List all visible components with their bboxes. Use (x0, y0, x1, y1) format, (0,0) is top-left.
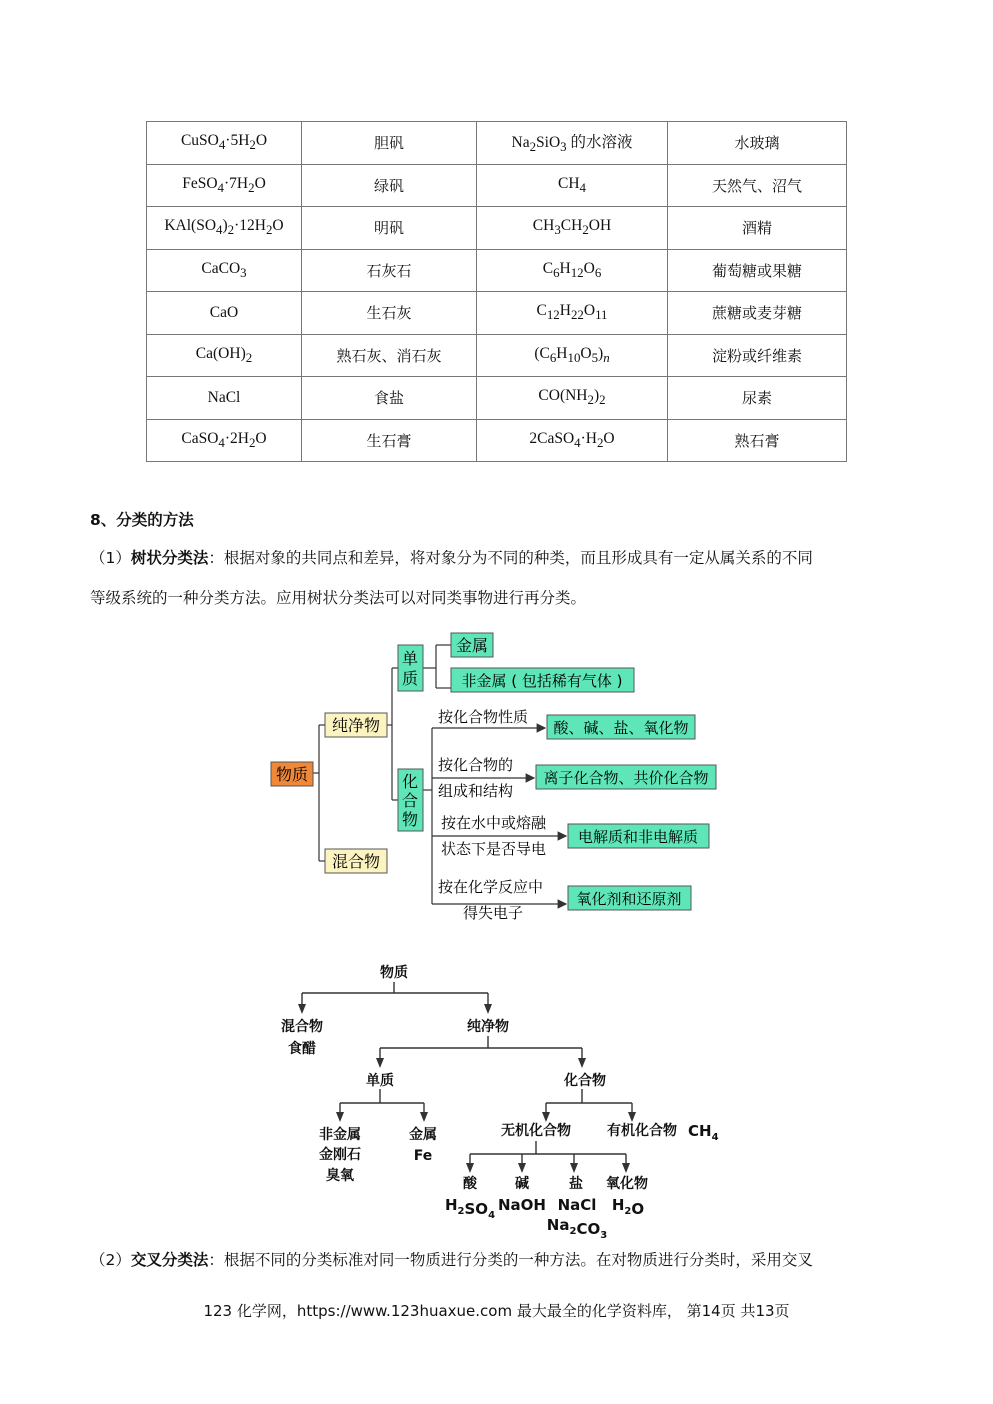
common-name-cell: 酒精 (668, 207, 847, 250)
p2-text: ：根据不同的分类标准对同一物质进行分类的一种方法。在对物质进行分类时，采用交叉 (208, 1251, 813, 1269)
common-name-cell: 胆矾 (302, 122, 477, 165)
page-footer: 123 化学网，https://www.123huaxue.com 最大最全的化学资料库， 第14页 共13页 (203, 1302, 790, 1320)
d2-nonmetal-example-2: 臭氧 (326, 1168, 354, 1184)
common-name-cell: 生石膏 (302, 419, 477, 462)
common-name-cell: 熟石灰、消石灰 (302, 334, 477, 377)
nonmetal-label: 非金属 ( 包括稀有气体 ) (461, 672, 623, 690)
formula-cell: $CuSO_4\cdot 5H_2O$ (147, 122, 302, 165)
criterion-1: 按化合物性质 (438, 708, 529, 726)
d2-mixture-example: 食醋 (288, 1041, 316, 1057)
d2-root: 物质 (380, 965, 408, 981)
d2-acid: 酸 (463, 1176, 477, 1192)
criterion-3b: 状态下是否导电 (441, 840, 547, 858)
d2-mixture: 混合物 (281, 1019, 323, 1035)
d2-organic-example: $CH_4$ (688, 1122, 719, 1143)
pure-label: 纯净物 (331, 716, 381, 735)
common-name-cell: 水玻璃 (668, 122, 847, 165)
paragraph-1-line-1 (90, 548, 910, 568)
table-row (147, 122, 847, 165)
common-name-cell: 葡萄糖或果糖 (668, 249, 847, 292)
p1-bold-term: 树状分类法 (130, 549, 209, 567)
d2-organic: 有机化合物 (607, 1123, 677, 1139)
table-row (147, 292, 847, 335)
table-row (147, 249, 847, 292)
formula-cell: $CaSO_4\cdot 2H_2O$ (147, 419, 302, 462)
paragraph-1-line-2: 等级系统的一种分类方法。应用树状分类法可以对同类事物进行再分类。 (90, 589, 587, 607)
formula-cell: $CH_4$ (477, 164, 668, 207)
d2-inorganic: 无机化合物 (501, 1123, 571, 1139)
common-name-cell: 蔗糖或麦芽糖 (668, 292, 847, 335)
compound-char-1: 化 (401, 772, 419, 791)
substance-classification-tree (270, 955, 730, 1240)
common-name-cell: 淀粉或纤维素 (668, 334, 847, 377)
section-heading: 8、分类的方法 (90, 511, 194, 529)
compound-char-3: 物 (401, 810, 419, 829)
d2-acid-example: $H_2SO_4$ (444, 1196, 496, 1221)
d2-metal: 金属 (409, 1127, 437, 1143)
formula-cell: $C_{12}H_{22}O_{11}$ (477, 292, 668, 335)
d2-oxide-example: $H_2O$ (611, 1196, 645, 1218)
d2-base-example: NaOH (498, 1196, 546, 1214)
formula-cell: $FeSO_4\cdot 7H_2O$ (147, 164, 302, 207)
compound-char-2: 合 (401, 791, 419, 810)
d2-oxide: 氧化物 (606, 1176, 648, 1192)
table-row (147, 334, 847, 377)
result-2: 离子化合物、共价化合物 (543, 769, 709, 787)
formula-cell: $(C_6H_{10}O_5)_n$ (477, 334, 668, 377)
criterion-2a: 按化合物的 (438, 756, 514, 774)
formula-cell: $C_6H_{12}O_6$ (477, 249, 668, 292)
common-name-cell: 绿矾 (302, 164, 477, 207)
formula-cell: $KAl(SO_4)_2\cdot 12H_2O$ (147, 207, 302, 250)
table-row (147, 377, 847, 420)
formula-cell: $Na_2SiO_3$ 的水溶液 (477, 122, 668, 165)
result-1: 酸、碱、盐、氧化物 (553, 719, 689, 737)
formula-cell: NaCl (147, 377, 302, 420)
d2-salt-example-2: $Na_2CO_3$ (546, 1216, 608, 1240)
common-name-cell: 明矾 (302, 207, 477, 250)
mixture-label: 混合物 (331, 852, 381, 871)
d2-salt: 盐 (569, 1176, 583, 1192)
common-name-cell: 食盐 (302, 377, 477, 420)
element-char-2: 质 (401, 669, 419, 688)
p2-bold-term: 交叉分类法 (130, 1251, 209, 1269)
result-4: 氧化剂和还原剂 (576, 890, 682, 908)
formula-cell: $Ca(OH)_2$ (147, 334, 302, 377)
table-body (147, 122, 847, 462)
table-row (147, 419, 847, 462)
chemical-names-table (146, 121, 847, 462)
d2-element: 单质 (366, 1073, 394, 1089)
d2-metal-example: Fe (413, 1148, 433, 1164)
d2-pure: 纯净物 (467, 1019, 509, 1035)
d2-nonmetal-example-1: 金刚石 (319, 1147, 361, 1163)
tree-classification-diagram (260, 628, 740, 928)
root-label: 物质 (275, 765, 309, 784)
table-row (147, 164, 847, 207)
result-3: 电解质和非电解质 (577, 828, 699, 846)
common-name-cell: 生石灰 (302, 292, 477, 335)
d2-base: 碱 (515, 1176, 529, 1192)
criterion-2b: 组成和结构 (438, 782, 514, 800)
formula-cell: $2CaSO_4\cdot H_2O$ (477, 419, 668, 462)
formula-cell: CaCO$_3$ (147, 249, 302, 292)
common-name-cell: 熟石膏 (668, 419, 847, 462)
table-row (147, 207, 847, 250)
paragraph-2 (90, 1250, 910, 1270)
metal-label: 金属 (455, 636, 489, 655)
element-char-1: 单 (401, 649, 419, 668)
criterion-4a: 按在化学反应中 (438, 878, 544, 896)
formula-cell: CaO (147, 292, 302, 335)
criterion-3a: 按在水中或熔融 (441, 814, 547, 832)
common-name-cell: 尿素 (668, 377, 847, 420)
formula-cell: $CO(NH_2)_2$ (477, 377, 668, 420)
common-name-cell: 石灰石 (302, 249, 477, 292)
p1-text-1: ：根据对象的共同点和差异，将对象分为不同的种类，而且形成具有一定从属关系的不同 (208, 549, 813, 567)
criterion-4b: 得失电子 (463, 904, 524, 922)
p2-prefix: （2） (90, 1251, 131, 1269)
formula-cell: $CH_3CH_2OH$ (477, 207, 668, 250)
common-name-cell: 天然气、沼气 (668, 164, 847, 207)
d2-nonmetal: 非金属 (319, 1127, 361, 1143)
d2-salt-example-1: NaCl (557, 1196, 597, 1214)
d2-compound: 化合物 (564, 1073, 606, 1089)
p1-prefix: （1） (90, 549, 131, 567)
